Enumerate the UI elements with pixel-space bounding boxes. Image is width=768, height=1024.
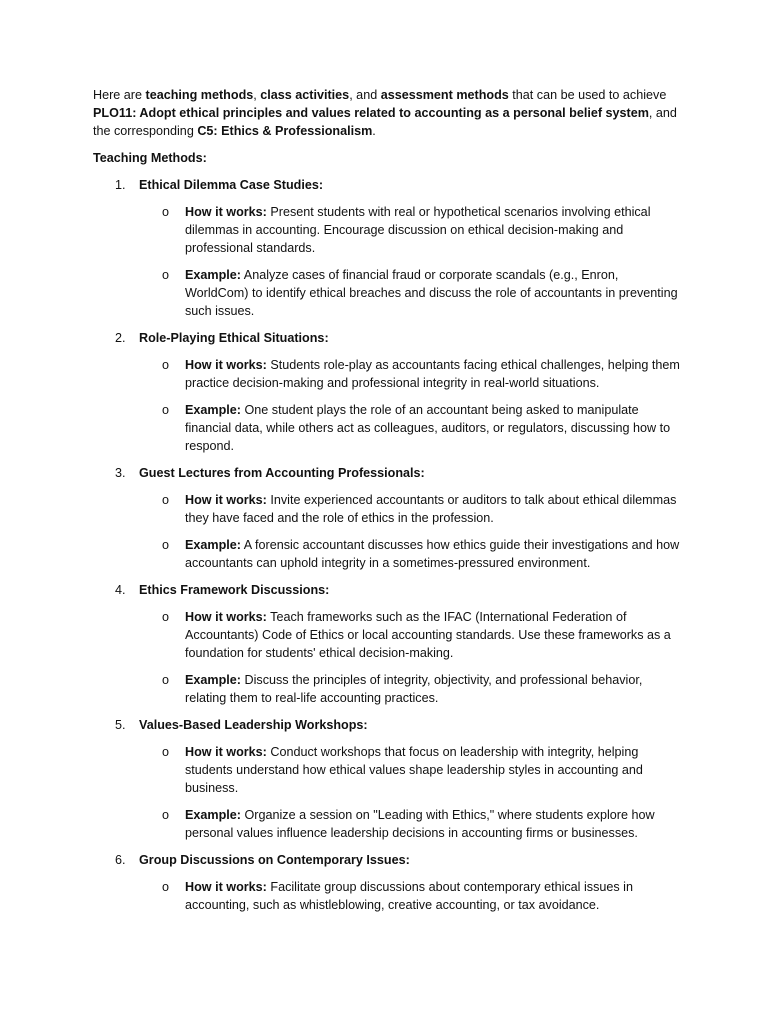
- intro-paragraph: [93, 86, 681, 140]
- bullet-marker: o: [162, 610, 170, 624]
- detail-example: [93, 266, 681, 320]
- bullet-marker: o: [162, 358, 170, 372]
- method-number: 5.: [115, 718, 126, 732]
- method-heading: [93, 176, 681, 194]
- detail-label: How it works:: [185, 880, 267, 894]
- detail-how-it-works: [93, 743, 681, 797]
- method-item: [93, 464, 681, 572]
- bullet-marker: o: [162, 538, 170, 552]
- detail-label: How it works:: [185, 493, 267, 507]
- method-heading: [93, 851, 681, 869]
- method-number: 4.: [115, 583, 126, 597]
- detail-how-it-works: [93, 203, 681, 257]
- bullet-marker: o: [162, 403, 170, 417]
- method-title: Ethical Dilemma Case Studies:: [139, 178, 324, 192]
- method-item: [93, 329, 681, 455]
- detail-text: Analyze cases of financial fraud or corporate scandals (e.g., Enron, WorldCom) to identify ethical breaches and discuss the role of accountants in preventing such issues.: [185, 268, 678, 318]
- method-title: Ethics Framework Discussions:: [139, 583, 330, 597]
- method-heading: [93, 464, 681, 482]
- detail-how-it-works: [93, 878, 681, 914]
- detail-how-it-works: [93, 491, 681, 527]
- detail-example: [93, 401, 681, 455]
- intro-bold-plo11: PLO11: Adopt ethical principles and values related to accounting as a personal belief system: [93, 106, 649, 120]
- intro-bold-class-activities: class activities: [260, 88, 350, 102]
- intro-text: , and the corresponding: [93, 106, 677, 138]
- detail-label: Example:: [185, 268, 241, 282]
- document-body: [93, 86, 681, 923]
- method-details: [93, 491, 681, 572]
- detail-text: Teach frameworks such as the IFAC (International Federation of Accountants) Code of Ethics or local accounting standards. Use these frameworks as a foundation for students' ethical decision-making.: [185, 610, 671, 660]
- method-heading: [93, 329, 681, 347]
- method-heading: [93, 716, 681, 734]
- bullet-marker: o: [162, 268, 170, 282]
- detail-text: Students role-play as accountants facing ethical challenges, helping them practice decision-making and professional integrity in real-world situations.: [185, 358, 680, 390]
- intro-text: ,: [253, 88, 261, 102]
- detail-text: Organize a session on "Leading with Ethics," where students explore how personal values influence leadership decisions in accounting firms or businesses.: [185, 808, 655, 840]
- intro-bold-teaching-methods: teaching methods: [145, 88, 254, 102]
- detail-how-it-works: [93, 608, 681, 662]
- method-details: [93, 878, 681, 914]
- bullet-marker: o: [162, 808, 170, 822]
- detail-example: [93, 671, 681, 707]
- detail-label: Example:: [185, 403, 241, 417]
- bullet-marker: o: [162, 745, 170, 759]
- detail-text: One student plays the role of an accountant being asked to manipulate financial data, while others act as colleagues, auditors, or regulators, discussing how to respond.: [185, 403, 671, 453]
- detail-example: [93, 806, 681, 842]
- bullet-marker: o: [162, 205, 170, 219]
- detail-label: Example:: [185, 808, 241, 822]
- method-item: [93, 176, 681, 320]
- method-details: [93, 743, 681, 842]
- method-details: [93, 356, 681, 455]
- method-title: Values-Based Leadership Workshops:: [139, 718, 368, 732]
- intro-text: that can be used to achieve: [508, 88, 667, 102]
- detail-example: [93, 536, 681, 572]
- detail-label: How it works:: [185, 745, 267, 759]
- method-number: 3.: [115, 466, 126, 480]
- detail-label: Example:: [185, 538, 241, 552]
- detail-label: How it works:: [185, 358, 267, 372]
- detail-text: A forensic accountant discusses how ethics guide their investigations and how accountants can uphold integrity in a sometimes-pressured environment.: [185, 538, 680, 570]
- method-title: Group Discussions on Contemporary Issues:: [139, 853, 410, 867]
- method-title: Guest Lectures from Accounting Professionals:: [139, 466, 425, 480]
- detail-text: Discuss the principles of integrity, objectivity, and professional behavior, relating them to real-life accounting practices.: [185, 673, 643, 705]
- intro-text: .: [372, 124, 376, 138]
- detail-text: Invite experienced accountants or auditors to talk about ethical dilemmas they have faced and the role of ethics in the profession.: [185, 493, 677, 525]
- method-heading: [93, 581, 681, 599]
- detail-label: How it works:: [185, 610, 267, 624]
- method-item: [93, 851, 681, 914]
- method-number: 2.: [115, 331, 126, 345]
- method-details: [93, 608, 681, 707]
- teaching-methods-list: [93, 176, 681, 914]
- detail-text: Present students with real or hypothetical scenarios involving ethical dilemmas in accounting. Encourage discussion on ethical decision-making and professional standards.: [185, 205, 651, 255]
- method-title: Role-Playing Ethical Situations:: [139, 331, 329, 345]
- method-item: [93, 716, 681, 842]
- detail-label: How it works:: [185, 205, 267, 219]
- section-heading-teaching-methods: Teaching Methods:: [93, 151, 207, 165]
- intro-text: , and: [349, 88, 381, 102]
- bullet-marker: o: [162, 880, 170, 894]
- detail-how-it-works: [93, 356, 681, 392]
- method-details: [93, 203, 681, 320]
- detail-text: Conduct workshops that focus on leadership with integrity, helping students understand how ethical values shape leadership styles in accounting and business.: [185, 745, 643, 795]
- detail-label: Example:: [185, 673, 241, 687]
- detail-text: Facilitate group discussions about contemporary ethical issues in accounting, such as whistleblowing, creative accounting, or tax avoidance.: [185, 880, 633, 912]
- bullet-marker: o: [162, 673, 170, 687]
- bullet-marker: o: [162, 493, 170, 507]
- method-number: 1.: [115, 178, 126, 192]
- intro-bold-c5: C5: Ethics & Professionalism: [197, 124, 373, 138]
- intro-text: Here are: [93, 88, 146, 102]
- method-item: [93, 581, 681, 707]
- intro-bold-assessment-methods: assessment methods: [380, 88, 509, 102]
- method-number: 6.: [115, 853, 126, 867]
